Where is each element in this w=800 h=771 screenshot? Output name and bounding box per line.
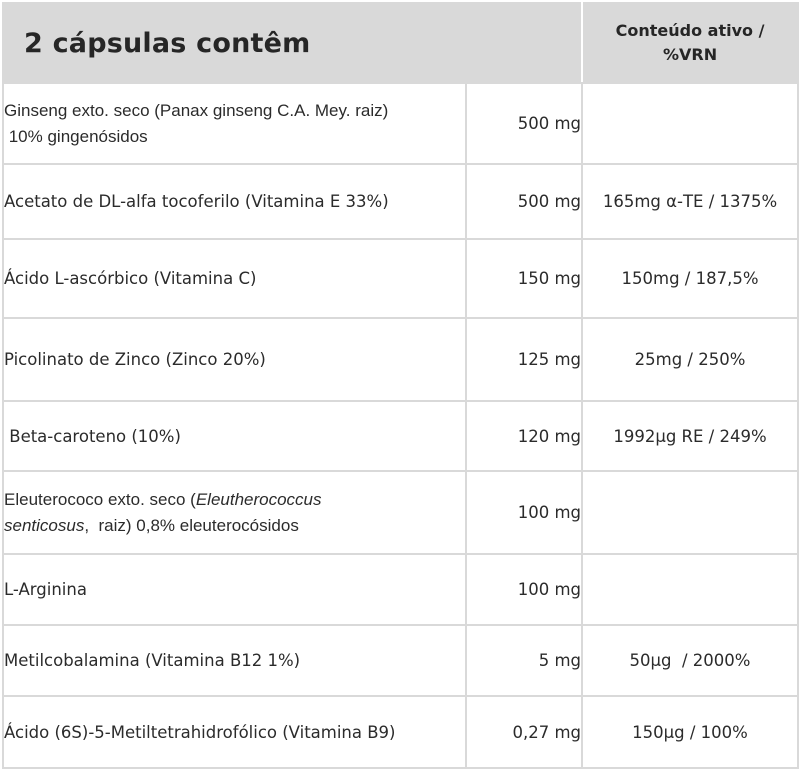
ingredient-name: Acetato de DL-alfa tocoferilo (Vitamina E 33%) bbox=[3, 164, 466, 239]
ingredient-name: Metilcobalamina (Vitamina B12 1%) bbox=[3, 625, 466, 696]
table-row bbox=[3, 554, 798, 625]
ingredient-amount: 100 mg bbox=[466, 554, 582, 625]
table-row bbox=[3, 625, 798, 696]
ingredient-name: Ginseng exto. seco (Panax ginseng C.A. Mey. raiz) 10% gingenósidos bbox=[3, 83, 466, 164]
ingredient-name: Beta-caroteno (10%) bbox=[3, 401, 466, 471]
active-content bbox=[582, 554, 798, 625]
active-content bbox=[582, 471, 798, 554]
ingredient-amount: 120 mg bbox=[466, 401, 582, 471]
ingredient-name: Eleuterococo exto. seco (Eleutherococcus senticosus, raiz) 0,8% eleuterocósidos bbox=[3, 471, 466, 554]
ingredient-amount: 500 mg bbox=[466, 83, 582, 164]
table-row bbox=[3, 164, 798, 239]
ingredient-name: Ácido L-ascórbico (Vitamina C) bbox=[3, 239, 466, 318]
ingredient-amount: 150 mg bbox=[466, 239, 582, 318]
ingredient-name: L-Arginina bbox=[3, 554, 466, 625]
active-content: 1992µg RE / 249% bbox=[582, 401, 798, 471]
table-row bbox=[3, 471, 798, 554]
ingredient-amount: 100 mg bbox=[466, 471, 582, 554]
ingredient-name: Ácido (6S)-5-Metiltetrahidrofólico (Vitamina B9) bbox=[3, 696, 466, 768]
active-content-header-line1: Conteúdo ativo / bbox=[615, 21, 765, 40]
table-row bbox=[3, 239, 798, 318]
active-content: 25mg / 250% bbox=[582, 318, 798, 401]
active-content: 150µg / 100% bbox=[582, 696, 798, 768]
composition-table bbox=[2, 2, 799, 769]
active-content bbox=[582, 83, 798, 164]
table-title-cell bbox=[3, 3, 582, 83]
ingredient-amount: 500 mg bbox=[466, 164, 582, 239]
active-content: 50µg / 2000% bbox=[582, 625, 798, 696]
active-content: 150mg / 187,5% bbox=[582, 239, 798, 318]
ingredient-amount: 5 mg bbox=[466, 625, 582, 696]
table-row bbox=[3, 318, 798, 401]
table-row bbox=[3, 696, 798, 768]
table-title: 2 cápsulas contêm bbox=[24, 27, 311, 59]
table-row bbox=[3, 401, 798, 471]
ingredient-amount: 0,27 mg bbox=[466, 696, 582, 768]
active-content-header bbox=[582, 3, 798, 83]
table-row bbox=[3, 83, 798, 164]
ingredient-name: Picolinato de Zinco (Zinco 20%) bbox=[3, 318, 466, 401]
ingredient-amount: 125 mg bbox=[466, 318, 582, 401]
active-content-header-line2: %VRN bbox=[662, 45, 718, 64]
active-content: 165mg α-TE / 1375% bbox=[582, 164, 798, 239]
table-header-row bbox=[3, 3, 798, 83]
